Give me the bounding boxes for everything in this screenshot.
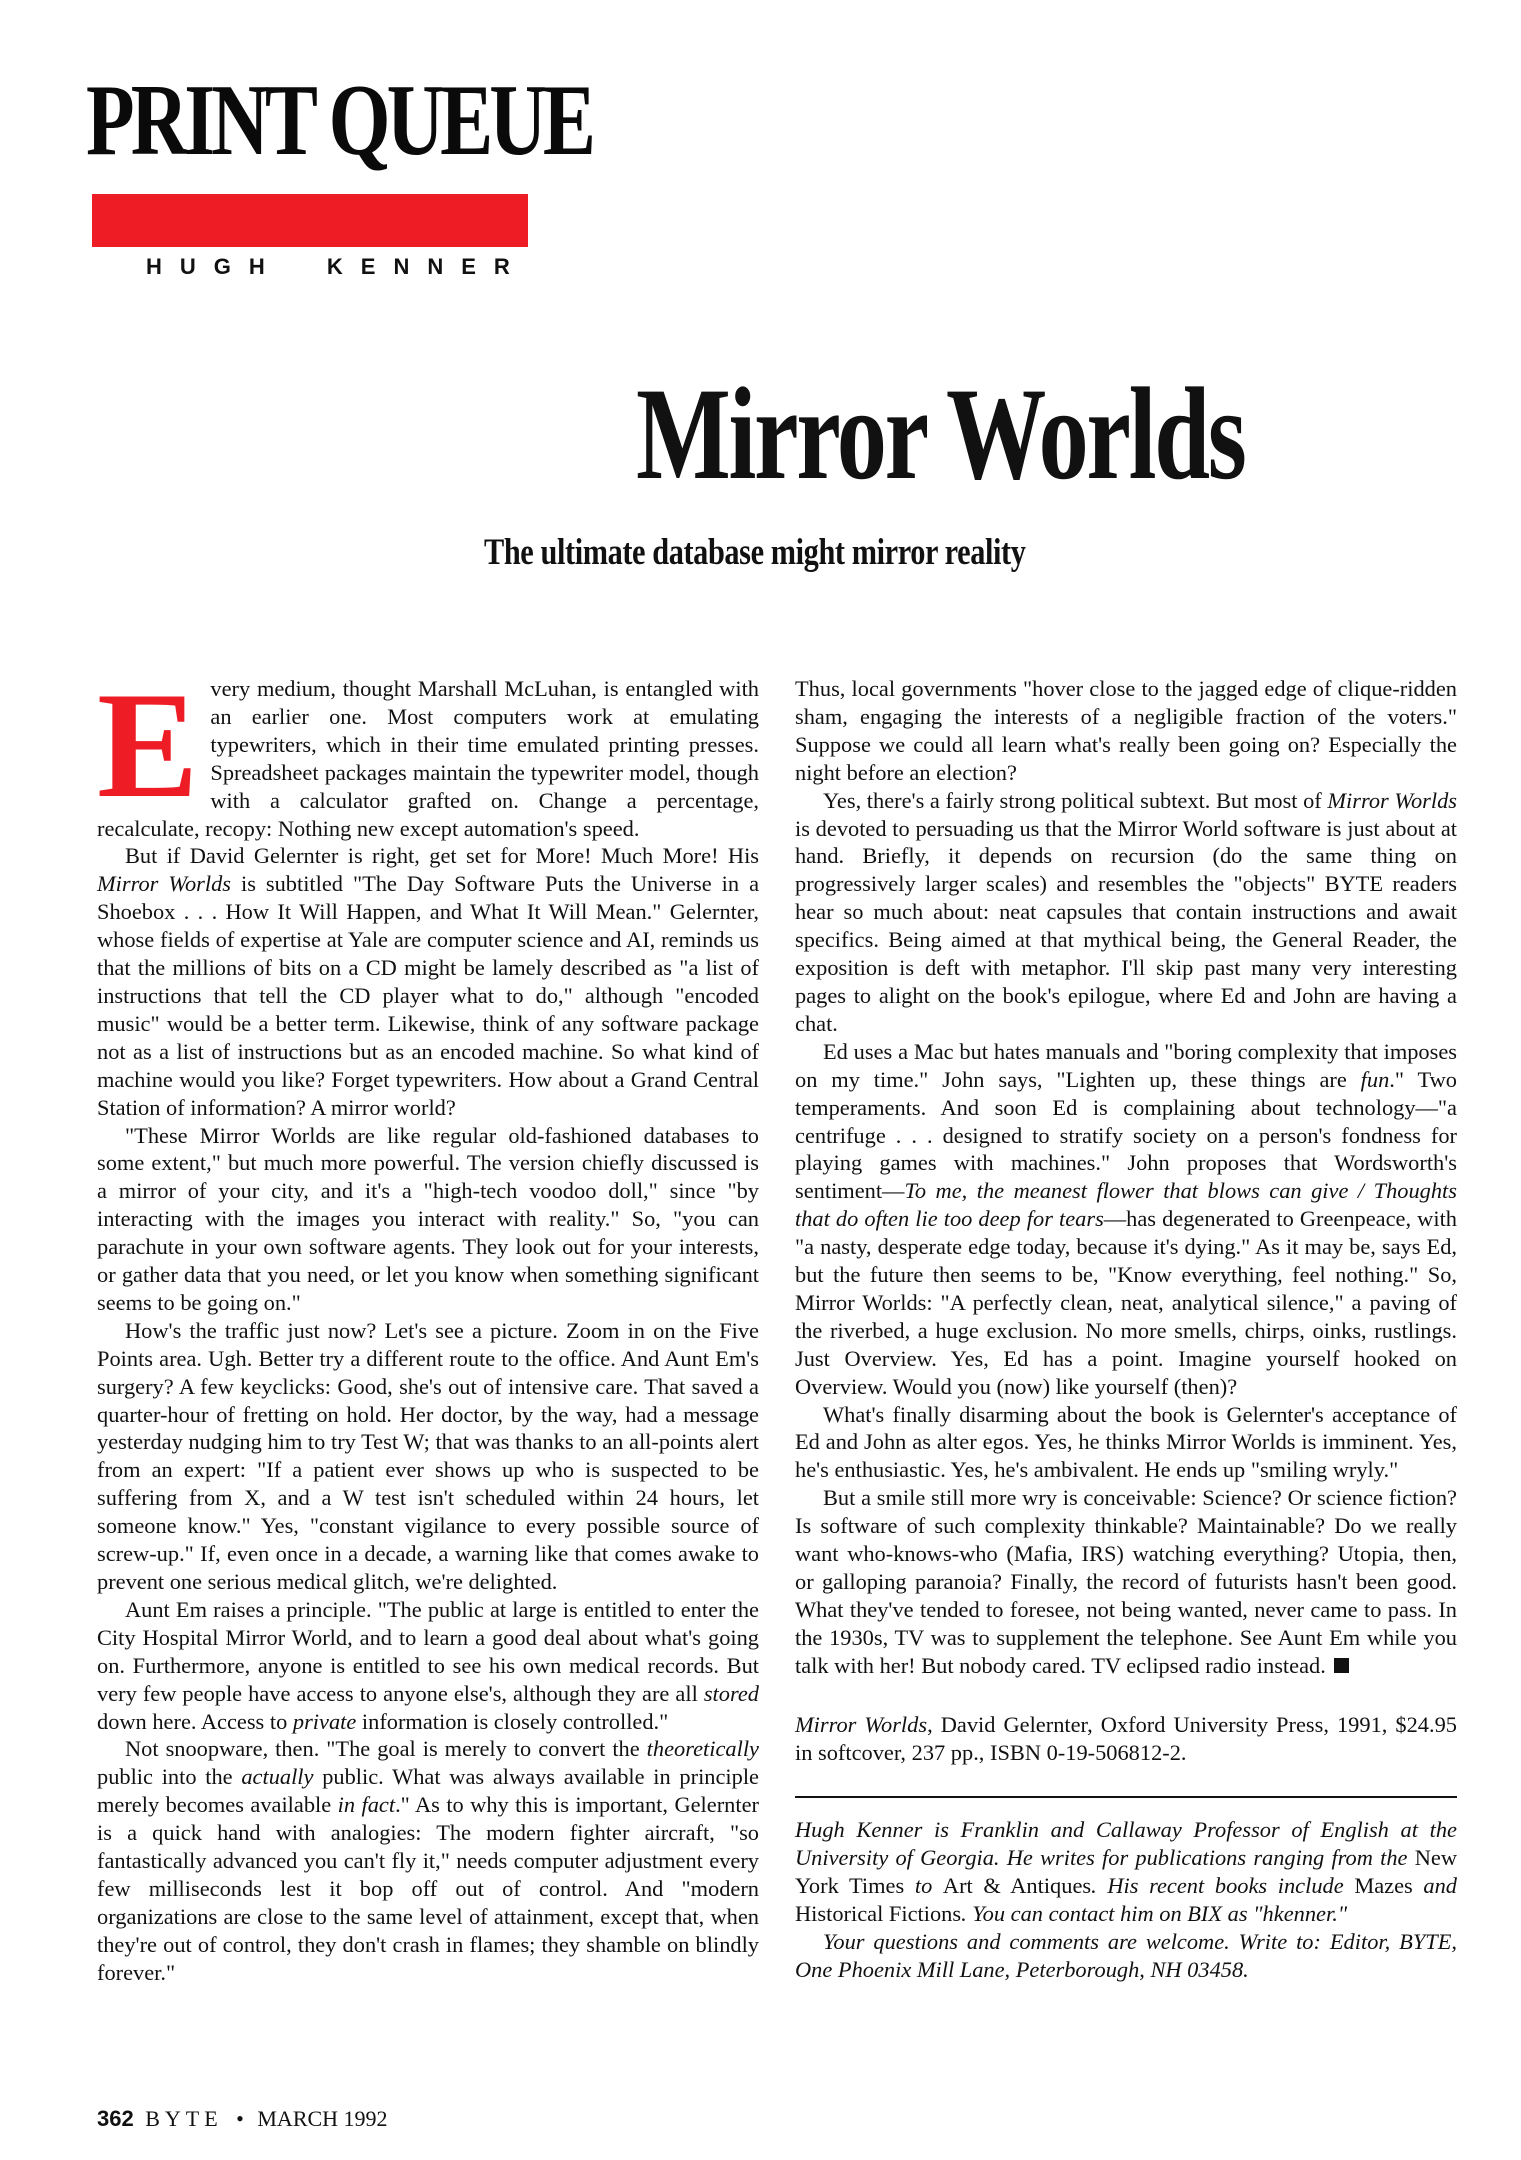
paragraph: What's finally disarming about the book is Gelernter's acceptance of Ed and John as alter egos. Yes, he thinks Mirror Worlds is imminent. Yes, he's enthusiastic. Yes, he's ambivalent. He ends up "smiling wryly." [795, 1401, 1457, 1483]
wordsworth-quote: To me, the meanest flower that blows can give / Thoughts that do often lie too deep for tears [795, 1178, 1457, 1232]
end-mark-icon [1334, 1658, 1349, 1673]
separator: • [236, 2106, 244, 2131]
paragraph: Thus, local governments "hover close to the jagged edge of clique-ridden sham, engaging the interests of a negligible fraction of the voters." Suppose we could all learn what's really been going on? Especially the night before an election? [795, 676, 1457, 785]
page-footer [97, 2106, 388, 2132]
divider [795, 1796, 1457, 1798]
contact-note: Your questions and comments are welcome. Write to: Editor, BYTE, One Phoenix Mill Lane, Peterborough, NH 03458. [795, 1929, 1457, 1982]
paragraph: But if David Gelernter is right, get set for More! Much More! His Mirror Worlds is subtitled "The Day Software Puts the Universe in a Shoebox . . . How It Will Happen, and What It Will Mean." Gelernter, whose fields of expertise at Yale are computer science and AI, reminds us that the millions of bits on a CD might be lamely described as "a list of instructions that tell the CD player what to do," although "encoded music" would be a better term. Likewise, think of any software package not as a list of instructions but as an encoded machine. So what kind of machine would you like? Forget typewriters. How about a Grand Central Station of information? A mirror world? [97, 843, 760, 1120]
right-column [795, 675, 1457, 1984]
article-headline [0, 360, 1521, 507]
paragraph: Aunt Em raises a principle. "The public at large is entitled to enter the City Hospital Mirror World, and to learn a good deal about what's going on. Furthermore, anyone is entitled to see his own medical records. But very few people have access to anyone else's, although they are all stored down here. Access to private information is closely controlled." [97, 1596, 759, 1734]
paragraph: Every medium, thought Marshall McLuhan, is entangled with an earlier one. Most computers work at emulating typewriters, which in their time emulated printing presses. Spreadsheet packages maintain the typewriter model, though with a calculator grafted on. Change a percentage, recalculate, recopy: Nothing new except automation's speed. [97, 661, 759, 841]
paragraph: How's the traffic just now? Let's see a picture. Zoom in on the Five Points area. Ugh. Better try a different route to the office. And Aunt Em's surgery? A few keyclicks: Good, she's out of intensive care. That saved a quarter-hour of fretting on hold. Her doctor, by the way, had a message yesterday nudging him to try Test W; that was thanks to an all-points alert from an expert: "If a patient ever shows up who is suspected to be suffering from X, and a W test isn't scheduled within 24 hours, let someone know." Yes, "constant vigilance to every possible source of screw-up." If, even once in a decade, a warning like that comes awake to prevent one serious medical glitch, we're delighted. [97, 1317, 759, 1594]
left-column [97, 661, 760, 1987]
author-bio: Hugh Kenner is Franklin and Callaway Professor of English at the University of Georgia. He writes for publications ranging from the New York Times to Art & Antiques. His recent books include Mazes and Historical Fictions. You can contact him on BIX as "hkenner." [795, 1817, 1457, 1927]
paragraph: Not snoopware, then. "The goal is merely to convert the theoretically public into the actually public. What was always available in principle merely becomes available in fact." As to why this is important, Gelernter is a quick hand with analogies: The modern fighter aircraft, "so fantastically advanced you can't fly it," needs computer adjustment every few milliseconds lest it bop off out of control. And "modern organizations are close to the same level of attainment, except that, when they're out of control, they don't crash in flames; they shamble on blindly forever." [97, 1736, 759, 1985]
red-accent-bar [92, 194, 528, 247]
column-author: HUGH KENNER [146, 254, 528, 279]
paragraph: But a smile still more wry is conceivable: Science? Or science fiction? Is software of such complexity thinkable? Maintainable? Do we really want who-knows-who (Mafia, IRS) watching everything? Utopia, then, or galloping paranoia? Finally, the record of futurists hasn't been good. What they've tended to foresee, not being wanted, never came to pass. In the 1930s, TV was to supplement the telephone. See Aunt Em while you talk with her! But nobody cared. TV eclipsed radio instead. [795, 1485, 1457, 1678]
magazine-name: BYTE [145, 2106, 223, 2131]
issue-date: MARCH 1992 [257, 2106, 388, 2131]
paragraph: Ed uses a Mac but hates manuals and "boring complexity that imposes on my time." John says, "Lighten up, these things are fun." Two temperaments. And soon Ed is complaining about technology—"a centrifuge . . . designed to stratify society on a person's fondness for playing games with machines." John proposes that Wordsworth's sentiment—To me, the meanest flower that blows can give / Thoughts that do often lie too deep for tears—has degenerated to Greenpeace, with "a nasty, desperate edge today, because it's dying." As it may be, says Ed, but the future then seems to be, "Know everything, feel nothing." So, Mirror Worlds: "A perfectly clean, neat, analytical silence," a paving of the riverbed, a huge exclusion. No more smells, chirps, oinks, rustlings. Just Overview. Yes, Ed has a point. Imagine yourself hooked on Overview. Would you (now) like yourself (then)? [795, 1038, 1457, 1399]
paragraph: "These Mirror Worlds are like regular old-fashioned databases to some extent," but much more powerful. The version chiefly discussed is a mirror of your city, and it's a "high-tech voodoo doll," since "by interacting with the images you interact with reality." So, "you can parachute in your own software agents. They look out for your interests, or gather data that you need, or let you know when something significant seems to be going on." [97, 1122, 759, 1315]
paragraph: Yes, there's a fairly strong political subtext. But most of Mirror Worlds is devoted to persuading us that the Mirror World software is just about at hand. Briefly, it depends on recursion (do the same thing on progressively larger scales) and resembles the "objects" BYTE readers hear so much about: neat capsules that contain instructions and await specifics. Being aimed at that mythical being, the General Reader, the exposition is deft with metaphor. I'll skip past many very interesting pages to alight on the book's epilogue, where Ed and John are having a chat. [795, 787, 1458, 1036]
book-title: Mirror Worlds [97, 871, 231, 897]
section-title: PRINT QUEUE [86, 64, 593, 177]
book-info: Mirror Worlds, David Gelernter, Oxford University Press, 1991, $24.95 in softcover, 237 pp., ISBN 0-19-506812-2. [795, 1711, 1457, 1765]
headline-text: Mirror Worlds [636, 360, 1245, 507]
book-title: Mirror Worlds [1327, 787, 1458, 813]
drop-cap: E [97, 661, 199, 829]
article-deck: The ultimate database might mirror reality [484, 532, 1026, 573]
page-number: 362 [97, 2106, 134, 2131]
